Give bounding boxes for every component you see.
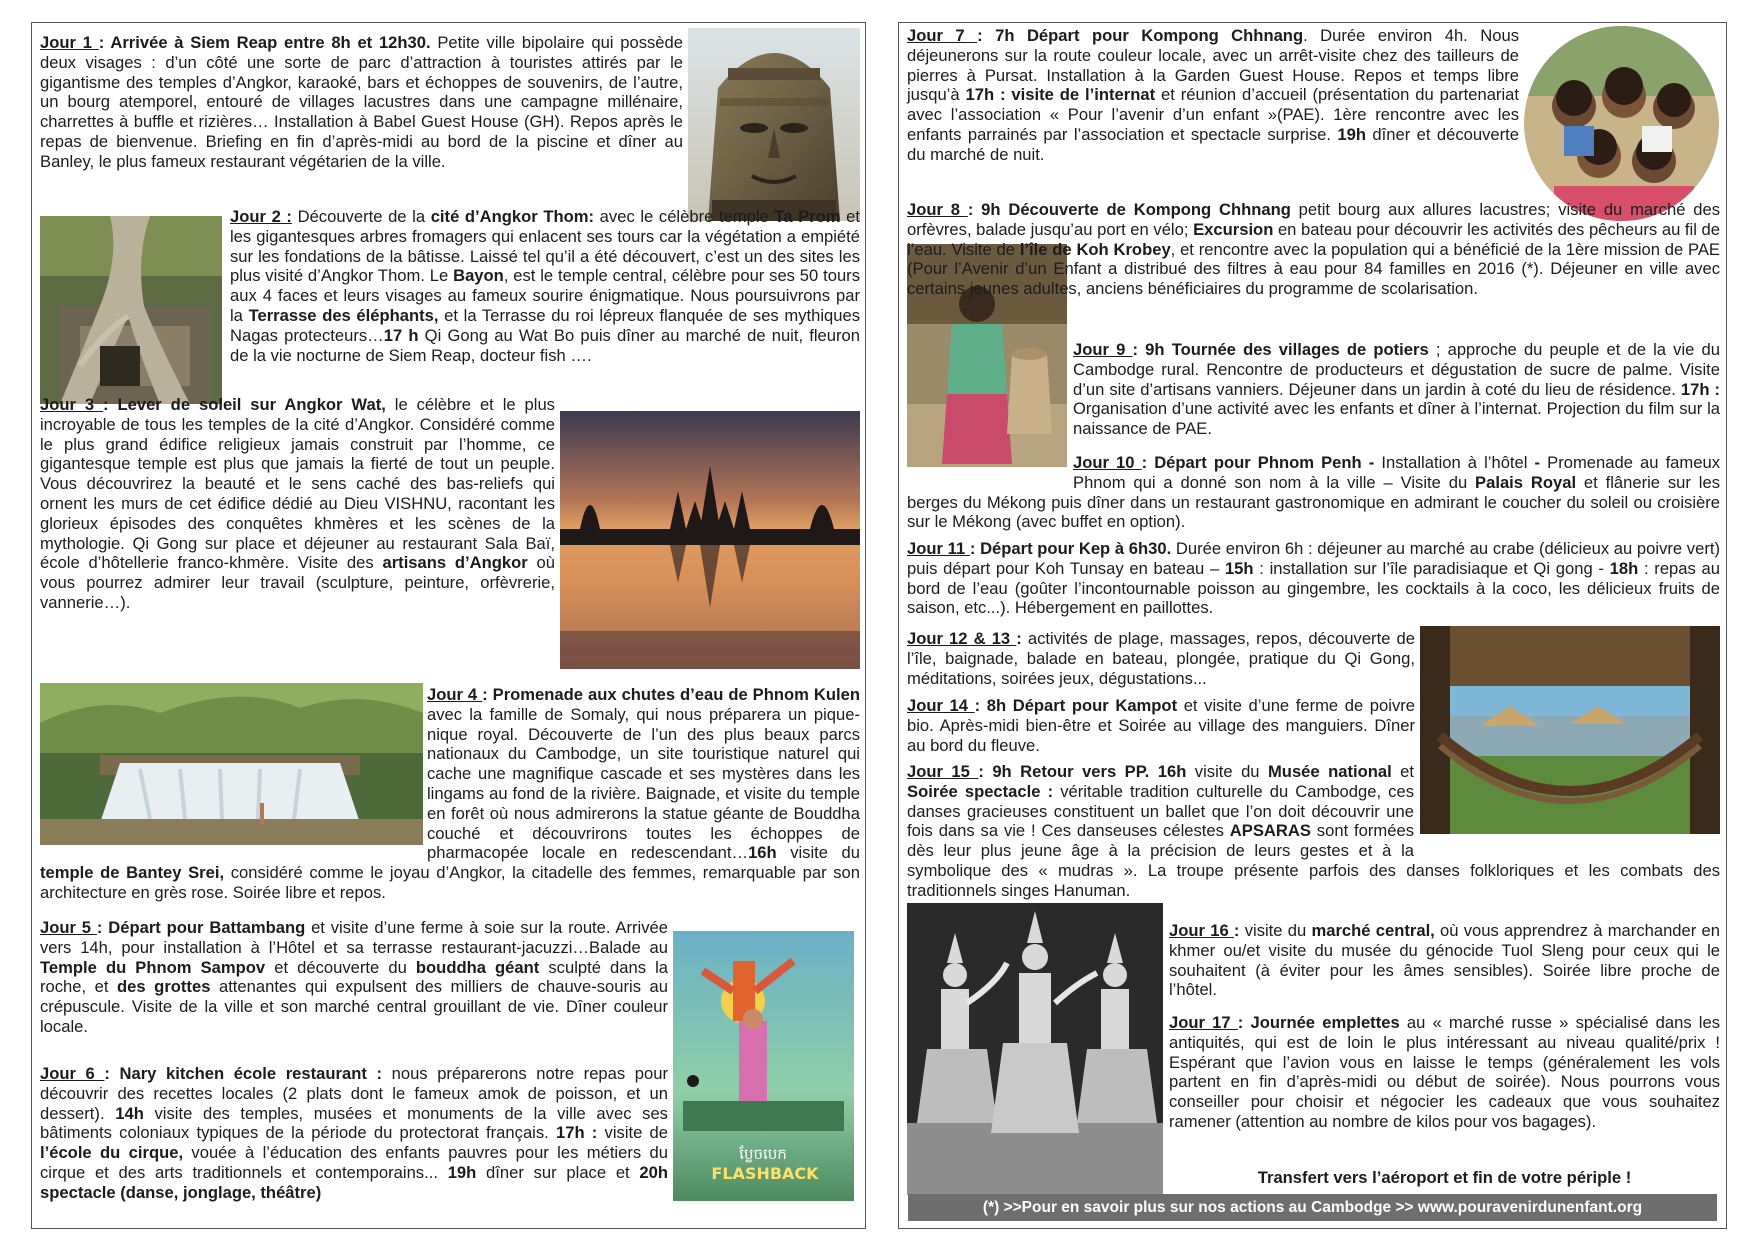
day-15-body-2: et xyxy=(1391,762,1414,781)
day-15-bold-2: Soirée spectacle : xyxy=(907,781,1054,801)
day-3-text xyxy=(40,395,555,613)
day-15-body-3: véritable tradition culturelle du Cambodge, ces danses gracieuses constituent un ballet que l’on doit découvrir une fois dans sa vie ! Ces danseuses célestes xyxy=(907,781,1414,841)
day-7-body-2: et réunion d’accueil (présentation du partenariat avec l’association « Pour l’avenir d’un enfant »(PAE). 1ère rencontre avec les enfants parrainés par l’association et spectacle surprise. xyxy=(907,85,1519,144)
day-2-text xyxy=(230,207,860,365)
day-3-body-1: le célèbre et le plus incroyable de tous les temples de la cité d’Angkor. Considéré comme le plus grand édifice religieux jamais construit par l’homme, ce gigantesque temple est plus que jamais la fierté de tout un peuple. Vous découvrirez la beauté et le sens caché des bas-reliefs qui ornent les murs de cet édifice dédié au Dieu VISHNU, racontant les glorieux épisodes des conquêtes khmères et les scènes de la mythologie. Qi Gong sur place et déjeuner au restaurant Sala Baï, école d’hôtellerie franco-khmère. Visite des xyxy=(40,395,555,573)
day-1-text xyxy=(40,33,683,172)
day-5-body-3: sculpté dans la roche, et xyxy=(40,957,669,997)
day-7-text xyxy=(907,26,1519,165)
day-16-bold-1: marché central, xyxy=(1311,921,1435,940)
day-6-body-2: visite des temples, musées et monuments de la ville avec ses bâtiments coloniaux typiques de la période du protectorat français. xyxy=(40,1103,668,1143)
day-5-label: Jour 5 xyxy=(40,918,97,937)
day-2-body-4: , est le temple central, célèbre pour ses 50 tours aux 4 faces et leurs visages au fameux sourire énigmatique. Nous poursuivrons par la xyxy=(230,266,860,325)
day-5-bold-3: des grottes xyxy=(117,977,211,997)
day-10-body-1: Installation à l’hôtel xyxy=(1374,453,1535,472)
day-10-body-2: Promenade au fameux Phnom qui a donné son nom à la ville – Visite du xyxy=(1073,453,1720,492)
day-15-text xyxy=(907,762,1720,901)
poster-title: FLASHBACK xyxy=(711,1164,819,1183)
day-6-body-3: visite de xyxy=(597,1123,669,1143)
day-5-text xyxy=(40,918,668,1037)
day-8-title: : 9h Découverte de Kompong Chhnang xyxy=(967,200,1291,219)
day-2-body-6: Qi Gong au Wat Bo puis dîner au marché de nuit, fleuron de la vie nocturne de Siem Reap, docteur fish …. xyxy=(230,325,860,365)
footer-website-bar[interactable]: (*) >>Pour en savoir plus sur nos actions au Cambodge >> www.pouravenirdunenfant.org xyxy=(908,1194,1717,1221)
day-6-text xyxy=(40,1064,668,1203)
day-6-bold-4: 19h xyxy=(447,1162,477,1182)
day-6-bold-2: 17h : xyxy=(555,1123,598,1143)
day-2-bold-1: cité d’Angkor Thom: xyxy=(430,207,595,226)
day-6-bold-3: l’école du cirque, xyxy=(40,1143,184,1163)
day-17-text xyxy=(1169,1013,1720,1132)
day-4-body-2: visite du xyxy=(776,843,860,863)
day-12-13-sep: : xyxy=(1016,629,1022,648)
day-4-body-1: avec la famille de Somaly, qui nous préparera un pique-nique royal. Découverte de l’un des plus beaux parcs nationaux du Cambodge, un site touristique naturel qui cache une magnifique cascade et ses mystères dans les lingams au fond de la rivière. Baignade, et visite du temple en forêt où nous admirerons la statue géante de Bouddha couché et découvrirons toutes les échoppes de pharmacopée locale en redescendant… xyxy=(427,704,860,863)
day-15-title: : 9h Retour vers PP. 16h xyxy=(978,762,1187,781)
day-3-body-2: où vous pourrez admirer leur travail (sculpture, peinture, orfèvrerie, vannerie…). xyxy=(40,553,555,612)
day-10-bold-1: - xyxy=(1534,453,1541,472)
day-15-label: Jour 15 xyxy=(907,762,979,781)
day-6-title: : Nary kitchen école restaurant : xyxy=(104,1064,383,1083)
children-photo xyxy=(1524,26,1719,221)
day-3-bold-1: artisans d’Angkor xyxy=(382,553,528,573)
day-17-label: Jour 17 xyxy=(1169,1013,1238,1032)
day-4-bold-1: 16h xyxy=(748,843,777,863)
closing-line: Transfert vers l’aéroport et fin de votre périple ! xyxy=(1257,1168,1632,1187)
day-5-body-2: et découverte du xyxy=(265,957,416,977)
day-10-title: : Départ pour Phnom Penh - xyxy=(1141,453,1375,472)
day-5-body-4: attenantes qui expulsent des milliers de chauve-souris au crépuscule. Visite de la ville et son marché central grouillant de vie. Dîner couleur locale. xyxy=(40,977,668,1036)
day-3-label: Jour 3 xyxy=(40,395,104,414)
day-4-photo-gap xyxy=(40,685,427,845)
day-7-body-1: . Durée environ 4h. Nous déjeunerons sur la route couleur locale, avec un arrêt-visite chez des tailleurs de pierres à Pursat. Installation à la Garden Guest House. Repos et temps libre jusqu’à xyxy=(907,26,1519,105)
day-8-label: Jour 8 xyxy=(907,200,968,219)
day-10-label: Jour 10 xyxy=(1073,453,1142,472)
circus-flashback-poster xyxy=(673,931,854,1201)
day-16-body-2: où vous apprendrez à marchander en khmer ou/et visite du musée du génocide Tuol Sleng pour ceux qui le souhaitent (à éviter pour les âmes sensibles). Soirée libre proche de l’hôtel. xyxy=(1169,921,1720,1000)
day-9-body-2: Organisation d’une activité avec les enfants et dîner à l’internat. Projection du film sur la naissance de PAE. xyxy=(1073,399,1720,439)
day-2-body-5: et la Terrasse du roi lépreux flanquée de ses mythiques Nagas protecteurs… xyxy=(230,305,860,345)
day-2-body-1: Découverte de la xyxy=(291,207,431,226)
day-10-text xyxy=(907,453,1720,532)
day-16-text xyxy=(1169,921,1720,1000)
day-9-bold-1: 17h : xyxy=(1680,379,1720,399)
day-9-title: : 9h Tournée des villages de potiers xyxy=(1132,340,1429,359)
day-15-body-1: visite du xyxy=(1186,762,1268,781)
day-16-label: Jour 16 xyxy=(1169,921,1234,940)
day-7-title: : 7h Départ pour Kompong Chhnang xyxy=(977,26,1304,45)
day-9-label: Jour 9 xyxy=(1073,340,1133,359)
day-16-body-1: visite du xyxy=(1239,921,1312,940)
day-11-text xyxy=(907,539,1720,618)
day-17-title: : Journée emplettes xyxy=(1237,1013,1400,1032)
day-8-text xyxy=(907,200,1720,299)
day-8-bold-1: Excursion xyxy=(1193,219,1274,239)
day-14-body: et visite d’une ferme de poivre bio. Après-midi bien-être et Soirée au village des manguiers. Dîner au bord du fleuve. xyxy=(907,696,1416,755)
right-page xyxy=(898,22,1727,1229)
day-9-body-1: ; approche du peuple et de la vie du Cambodge rural. Rencontre de producteurs et dégustation de sucre de palme. Visite d’un site d’artisans vanniers. Déjeuner dans un jardin à coté du lieu de résidence. xyxy=(1073,340,1721,399)
poster-khmer-title: ប្លែចបេក xyxy=(739,1145,787,1163)
day-16-sep: : xyxy=(1233,921,1240,940)
day-11-bold-1: 15h xyxy=(1224,558,1254,578)
day-5-bold-1: Temple du Phnom Sampov xyxy=(40,957,266,977)
day-4-bold-2: temple de Bantey Srei, xyxy=(40,863,225,883)
angkor-wat-sunrise-photo xyxy=(560,411,860,669)
day-4-body-4: . Soirée libre et repos. xyxy=(223,882,386,902)
day-4-text xyxy=(40,685,860,903)
day-2-bold-4: Terrasse des éléphants, xyxy=(248,305,439,325)
day-1-label: Jour 1 xyxy=(40,33,99,52)
day-7-label: Jour 7 xyxy=(907,26,978,45)
day-11-body-3: : repas au bord de l’eau (goûter l’incontournable poisson au gingembre, les cocktails à la coco, les délicieux fruits de saison, etc...). Hébergement en paillottes. xyxy=(907,558,1720,618)
day-6-label: Jour 6 xyxy=(40,1064,105,1083)
day-5-body-1: et visite d’une ferme à soie sur la route. Arrivée vers 14h, pour installation à l’Hôtel et sa terrasse restaurant-jacuzzi…Balade au xyxy=(40,918,668,957)
day-2-body-3: et les gigantesques arbres fromagers qui enlacent ses tours car la végétation a empiété sur les fondations de la bâtisse. Laissé tel qu’il a été découvert, c’est un des sites les plus visité d’Angkor Thom. Le xyxy=(230,207,861,286)
day-8-body-3: , et rencontre avec la population qui a bénéficié de la 1ère mission de PAE (Pour l’Avenir d’un Enfant a distribué des filtres à eau pour 84 familles en 2016 (*). Déjeuner en ville avec certains jeunes adultes, anciens bénéficiaires du programme de scolarisation. xyxy=(907,239,1720,299)
day-11-bold-2: 18h xyxy=(1609,558,1639,578)
day-10-photo-gap xyxy=(907,453,1073,491)
day-2-bold-5: 17 h xyxy=(383,325,419,345)
day-8-body-1: petit bourg aux allures lacustres; visite du marché des orfèvres, balade jusqu’au port en vélo; xyxy=(907,200,1720,239)
day-4-body-3: considéré comme le joyau d’Angkor, la citadelle des femmes, remarquable par son architecture en grès rose xyxy=(40,863,860,902)
day-6-bold-1: 14h xyxy=(115,1103,144,1123)
ta-prom-tree-photo xyxy=(40,216,222,404)
day-15-bold-3: APSARAS xyxy=(1229,821,1311,841)
day-10-body-3: et flânerie sur les berges du Mékong puis dîner dans un restaurant gastronomique en admirant le coucher du soleil ou croisière sur le Mékong (avec buffet en option). xyxy=(907,472,1720,532)
day-5-bold-2: bouddha géant xyxy=(415,957,540,977)
day-15-photo-gap xyxy=(1414,762,1720,842)
day-17-body: au « marché russe » spécialisé dans les antiquités, qui est de loin le plus intéressant au niveau qualité/prix ! Espérant que l’avion vous en laisse le temps (généralement les vols partent en fin d’après-midi ou début de soirée). Nous pourrons vous conseiller pour choisir et négocier les cadeaux que vous souhaitez ramener (attention au nombre de kilos pour vos bagages). xyxy=(1169,1013,1721,1131)
day-2-body-2: avec le célèbre temple xyxy=(594,207,775,226)
day-6-body-4: vouée à l’éducation des enfants pauvres pour les métiers du cirque et des arts traditionnels et contemporains... xyxy=(40,1143,668,1182)
day-11-title: : Départ pour Kep à 6h30. xyxy=(969,539,1172,558)
day-7-bold-2: 19h xyxy=(1337,124,1367,144)
day-8-bold-2: l’île de Koh Krobey xyxy=(1019,239,1171,259)
day-15-bold-1: Musée national xyxy=(1267,762,1392,781)
day-11-body-2: : installation sur l’île paradisiaque et Qi gong - xyxy=(1253,558,1610,578)
day-15-body-4: sont formées dès leur plus jeune âge à la précision de leurs gestes et à la symbolique des « mudras ». La troupe présente parfois des danses folkloriques et les combats des traditionnels singes Hanuman. xyxy=(907,821,1720,900)
apsara-dancers-photo xyxy=(907,903,1163,1195)
day-6-body-1: nous préparerons notre repas pour découvrir des recettes locales (2 plats dont le fameux amok de poisson, et un dessert). xyxy=(40,1064,668,1123)
day-3-title: : Lever de soleil sur Angkor Wat, xyxy=(103,395,386,414)
day-6-bold-5: 20h spectacle (danse, jonglage, théâtre) xyxy=(40,1162,668,1202)
day-2-bold-2: Ta Prom xyxy=(774,207,841,226)
day-11-body-1: Durée environ 6h : déjeuner au marché au crabe (délicieux au poivre vert) puis départ pour Koh Tunsay en bateau – xyxy=(907,539,1720,578)
day-8-body-2: en bateau pour découvrir les activités des pêcheurs au fil de l’eau. Visite de xyxy=(907,219,1721,259)
day-1-sep: : xyxy=(98,33,105,52)
bayon-face-photo xyxy=(688,28,860,221)
day-11-label: Jour 11 xyxy=(907,539,970,558)
day-2-label: Jour 2 : xyxy=(230,207,292,226)
day-12-13-body: activités de plage, massages, repos, découverte de l’île, baignade, balade en bateau, plongée, pratique du Qi Gong, méditations, soirées jeux, dégustations... xyxy=(907,629,1415,688)
day-1-title: Arrivée à Siem Reap entre 8h et 12h30. xyxy=(104,33,431,52)
day-5-title: : Départ pour Battambang xyxy=(96,918,306,937)
day-2-bold-3: Bayon xyxy=(453,266,504,286)
day-7-bold-1: 17h : visite de l’internat xyxy=(965,85,1156,105)
day-14-text xyxy=(907,696,1415,755)
day-12-13-text xyxy=(907,629,1415,688)
day-10-bold-2: Palais Royal xyxy=(1475,472,1577,492)
day-9-text xyxy=(1073,340,1720,439)
day-6-body-5: dîner sur place et xyxy=(476,1162,640,1182)
day-14-label: Jour 14 xyxy=(907,696,975,715)
day-1-body: Petite ville bipolaire qui possède deux visages : d’un côté une sorte de parc d’attraction à touristes attirés par le gigantisme des temples d’Angkor, karaoké, bars et échoppes de souvenirs, de l’autre, un bourg atemporel, entouré de villages lacustres dans une campagne millénaire, charrettes à buffle et rizières… Installation à Babel Guest House (GH). Repos après le repas de bienvenue. Briefing en fin d’après-midi au bord de la piscine et dîner au Banley, le plus fameux restaurant végétarien de la ville. xyxy=(40,33,683,171)
day-14-title: : 8h Départ pour Kampot xyxy=(974,696,1178,715)
day-7-body-3: dîner et découverte du marché de nuit. xyxy=(907,124,1520,164)
day-12-13-label: Jour 12 & 13 xyxy=(907,629,1017,648)
left-page xyxy=(31,22,866,1229)
day-4-label: Jour 4 xyxy=(427,685,483,704)
day-4-title: : Promenade aux chutes d’eau de Phnom Kulen xyxy=(482,685,860,704)
